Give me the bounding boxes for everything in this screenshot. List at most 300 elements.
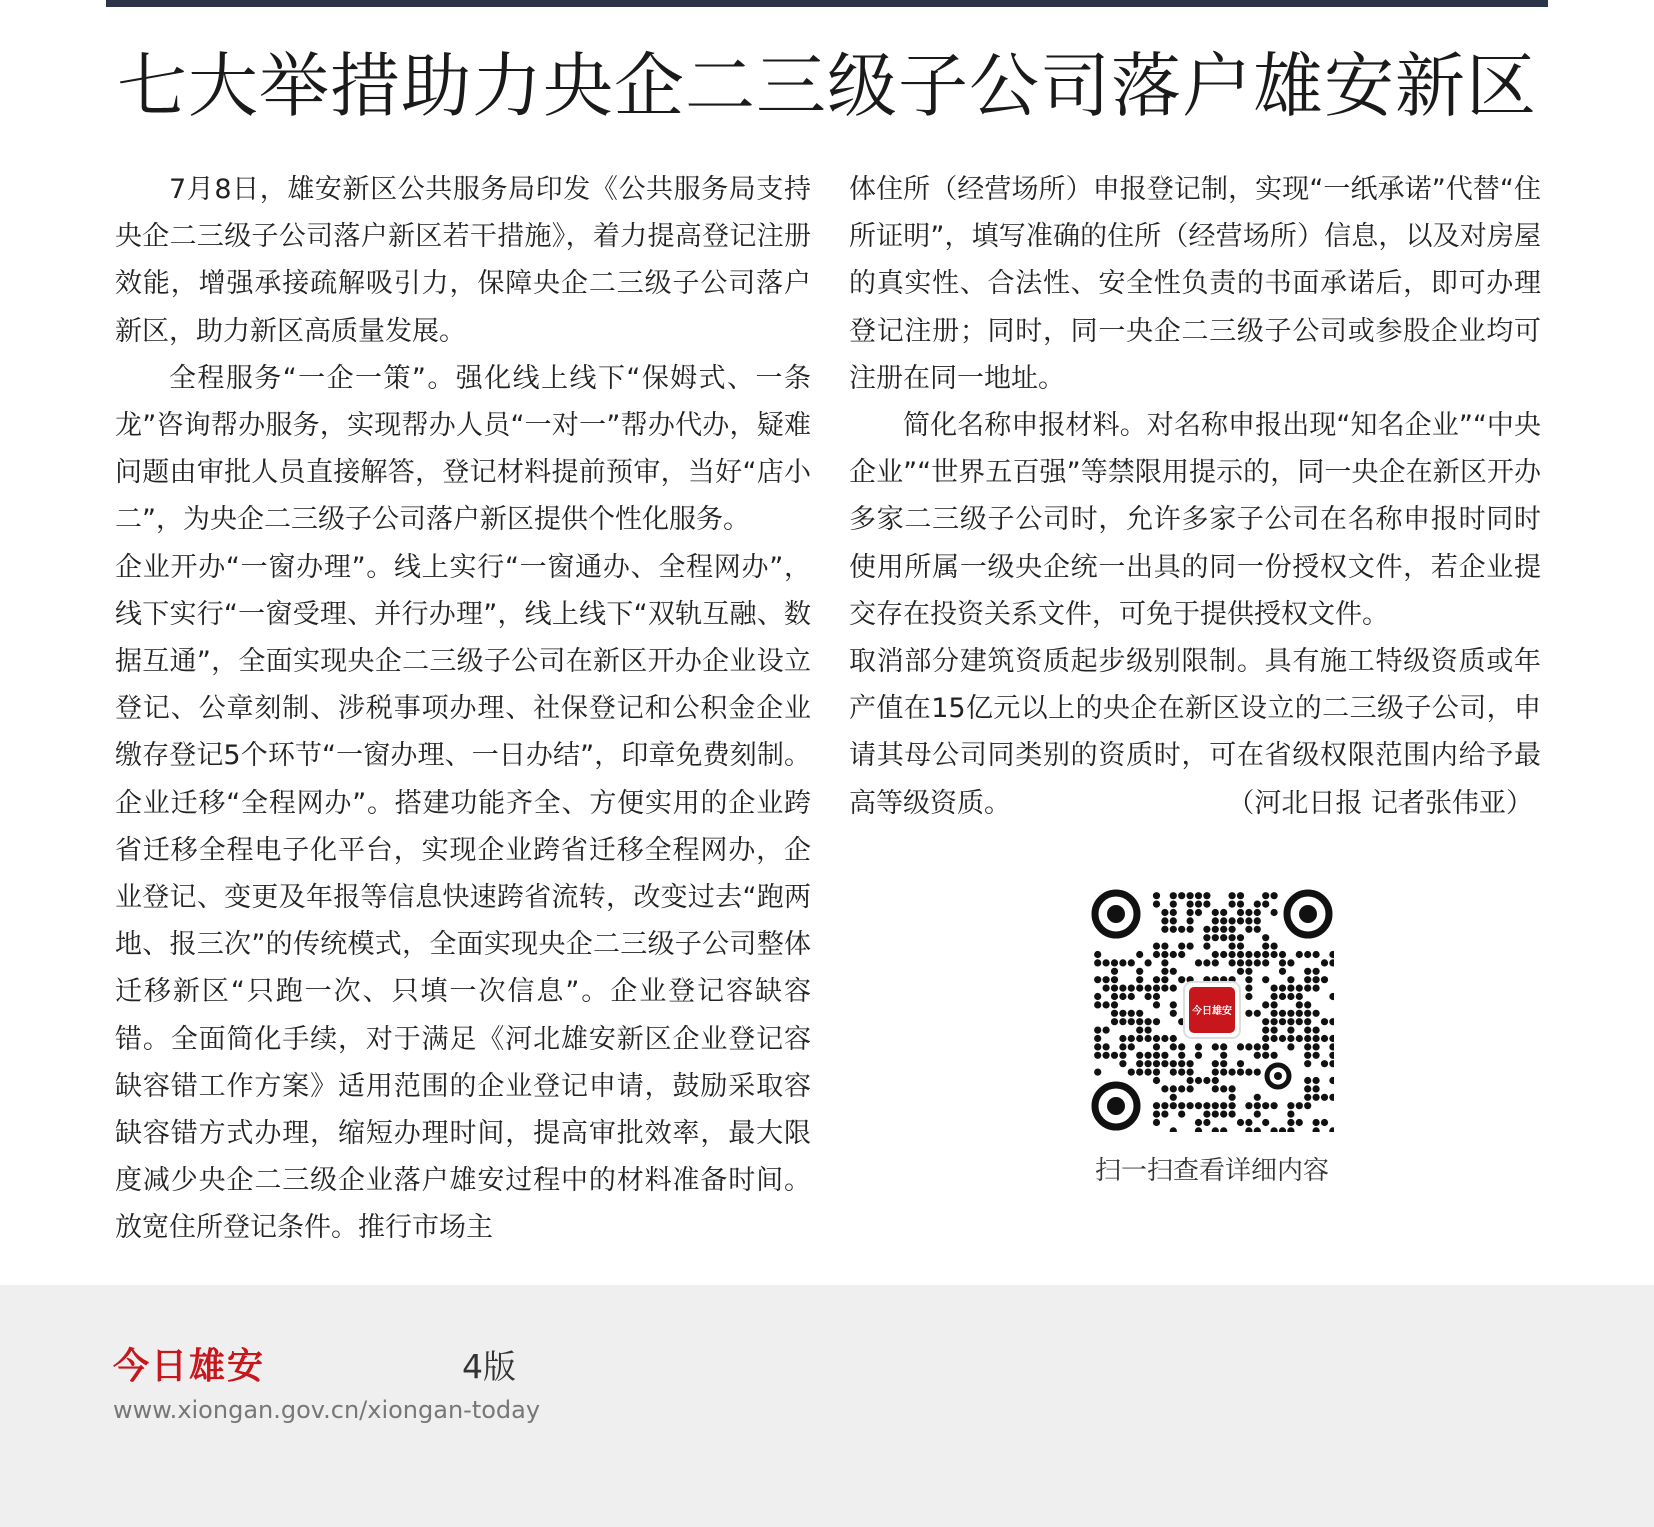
qr-module bbox=[1178, 1052, 1185, 1059]
qr-module bbox=[1262, 934, 1269, 941]
footer-logo[interactable]: 今日雄安 bbox=[113, 1345, 266, 1387]
qr-module bbox=[1245, 976, 1252, 983]
qr-module bbox=[1119, 1035, 1126, 1042]
qr-module bbox=[1245, 1043, 1252, 1050]
qr-module bbox=[1229, 917, 1236, 924]
qr-module bbox=[1229, 1094, 1236, 1101]
qr-module bbox=[1262, 1043, 1269, 1050]
qr-center-logo-text: 今日雄安 bbox=[1192, 1006, 1232, 1017]
qr-module bbox=[1203, 901, 1210, 908]
qr-module bbox=[1237, 934, 1244, 941]
qr-module bbox=[1128, 1035, 1135, 1042]
qr-module bbox=[1178, 943, 1185, 950]
qr-module bbox=[1153, 1077, 1160, 1084]
qr-module bbox=[1279, 951, 1286, 958]
qr-module bbox=[1287, 1043, 1294, 1050]
qr-module bbox=[1220, 1102, 1227, 1109]
qr-module bbox=[1153, 1060, 1160, 1067]
qr-module bbox=[1170, 909, 1177, 916]
qr-module bbox=[1321, 1060, 1328, 1067]
qr-module bbox=[1262, 1102, 1269, 1109]
qr-module bbox=[1153, 1043, 1160, 1050]
qr-module bbox=[1119, 1018, 1126, 1025]
qr-module bbox=[1094, 1001, 1101, 1008]
qr-module bbox=[1279, 1035, 1286, 1042]
qr-module bbox=[1254, 1094, 1261, 1101]
qr-module bbox=[1153, 943, 1160, 950]
qr-module bbox=[1262, 943, 1269, 950]
qr-module bbox=[1161, 1052, 1168, 1059]
footer bbox=[0, 1285, 1654, 1527]
qr-module bbox=[1212, 1069, 1219, 1076]
qr-module bbox=[1287, 1035, 1294, 1042]
qr-module bbox=[1279, 1010, 1286, 1017]
qr-module bbox=[1161, 951, 1168, 958]
qr-module bbox=[1212, 917, 1219, 924]
top-rule bbox=[106, 0, 1548, 7]
qr-module bbox=[1262, 1119, 1269, 1126]
qr-module bbox=[1313, 976, 1320, 983]
qr-module bbox=[1229, 1069, 1236, 1076]
qr-module bbox=[1271, 951, 1278, 958]
qr-module bbox=[1103, 985, 1110, 992]
qr-module bbox=[1245, 1119, 1252, 1126]
qr-module bbox=[1195, 1052, 1202, 1059]
qr-module bbox=[1153, 1102, 1160, 1109]
qr-module bbox=[1153, 993, 1160, 1000]
qr-module bbox=[1212, 1077, 1219, 1084]
qr-module bbox=[1262, 1001, 1269, 1008]
qr-module bbox=[1161, 1085, 1168, 1092]
qr-module bbox=[1111, 1018, 1118, 1025]
qr-module bbox=[1103, 1001, 1110, 1008]
qr-module bbox=[1187, 926, 1194, 933]
qr-module bbox=[1111, 968, 1118, 975]
qr-module bbox=[1111, 993, 1118, 1000]
qr-module bbox=[1304, 1027, 1311, 1034]
qr-module bbox=[1220, 1069, 1227, 1076]
qr-module bbox=[1245, 909, 1252, 916]
qr-module bbox=[1245, 1069, 1252, 1076]
qr-module bbox=[1153, 1052, 1160, 1059]
article-paragraph bbox=[849, 638, 1541, 827]
qr-module bbox=[1103, 959, 1110, 966]
qr-module bbox=[1153, 1018, 1160, 1025]
qr-module bbox=[1161, 1102, 1168, 1109]
qr-module bbox=[1153, 976, 1160, 983]
qr-module bbox=[1170, 1085, 1177, 1092]
qr-module bbox=[1119, 985, 1126, 992]
qr-module bbox=[1187, 943, 1194, 950]
qr-module bbox=[1170, 892, 1177, 899]
qr-module bbox=[1170, 1060, 1177, 1067]
qr-module bbox=[1313, 1027, 1320, 1034]
qr-module bbox=[1187, 892, 1194, 899]
qr-module bbox=[1262, 892, 1269, 899]
qr-module bbox=[1212, 926, 1219, 933]
qr-module bbox=[1229, 1102, 1236, 1109]
qr-module bbox=[1313, 968, 1320, 975]
qr-module bbox=[1145, 993, 1152, 1000]
qr-module bbox=[1237, 917, 1244, 924]
qr-module bbox=[1161, 976, 1168, 983]
qr-module bbox=[1136, 985, 1143, 992]
qr-module bbox=[1170, 1001, 1177, 1008]
qr-module bbox=[1304, 1001, 1311, 1008]
qr-module bbox=[1128, 959, 1135, 966]
qr-module bbox=[1111, 976, 1118, 983]
qr-module bbox=[1296, 993, 1303, 1000]
article-paragraph: 简化名称申报材料。对名称申报出现“知名企业”“中央企业”“世界五百强”等禁限用提示的，同一央企在新区开办多家二三级子公司时，允许多家子公司在名称申报时同时使用所属一级央企统一出具的同一份授权文件，若企业提交存在投资关系文件，可免于提供授权文件。 bbox=[849, 410, 1541, 630]
qr-module bbox=[1313, 1085, 1320, 1092]
qr-module bbox=[1170, 1043, 1177, 1050]
qr-module bbox=[1170, 1102, 1177, 1109]
qr-module bbox=[1136, 1027, 1143, 1034]
qr-module bbox=[1245, 985, 1252, 992]
article-paragraph-text: 取消部分建筑资质起步级别限制。具有施工特级资质或年产值在15亿元以上的央企在新区设立的二三级子公司，申请其母公司同类别的资质时，可在省级权限范围内给予最高等级资质。 bbox=[849, 646, 1541, 819]
qr-module bbox=[1271, 993, 1278, 1000]
qr-module bbox=[1128, 1069, 1135, 1076]
qr-module bbox=[1254, 1010, 1261, 1017]
qr-module bbox=[1161, 917, 1168, 924]
qr-module bbox=[1187, 1077, 1194, 1084]
qr-module bbox=[1119, 1043, 1126, 1050]
qr-module bbox=[1304, 976, 1311, 983]
qr-module bbox=[1254, 917, 1261, 924]
qr-module bbox=[1287, 959, 1294, 966]
qr-module bbox=[1161, 943, 1168, 950]
qr-module bbox=[1161, 1060, 1168, 1067]
qr-module bbox=[1279, 1018, 1286, 1025]
qr-module bbox=[1153, 1069, 1160, 1076]
qr-module bbox=[1262, 951, 1269, 958]
qr-module bbox=[1229, 892, 1236, 899]
qr-module bbox=[1271, 1052, 1278, 1059]
qr-module bbox=[1119, 993, 1126, 1000]
qr-module bbox=[1313, 951, 1320, 958]
qr-module bbox=[1203, 943, 1210, 950]
qr-module bbox=[1161, 959, 1168, 966]
qr-module bbox=[1254, 1111, 1261, 1118]
qr-module bbox=[1203, 892, 1210, 899]
qr-module bbox=[1254, 959, 1261, 966]
qr-module bbox=[1220, 1043, 1227, 1050]
qr-module bbox=[1153, 892, 1160, 899]
qr-module bbox=[1254, 926, 1261, 933]
footer-page-label: 4版 bbox=[462, 1347, 516, 1386]
qr-module bbox=[1237, 943, 1244, 950]
qr-module bbox=[1136, 1035, 1143, 1042]
qr-module bbox=[1170, 1069, 1177, 1076]
qr-module bbox=[1111, 985, 1118, 992]
qr-module bbox=[1220, 1111, 1227, 1118]
qr-module bbox=[1304, 1052, 1311, 1059]
qr-module bbox=[1153, 901, 1160, 908]
qr-module bbox=[1094, 959, 1101, 966]
qr-module bbox=[1254, 1052, 1261, 1059]
qr-module bbox=[1287, 993, 1294, 1000]
qr-module bbox=[1287, 1102, 1294, 1109]
qr-module bbox=[1296, 951, 1303, 958]
qr-module bbox=[1237, 1069, 1244, 1076]
qr-module bbox=[1161, 1035, 1168, 1042]
qr-module bbox=[1094, 993, 1101, 1000]
qr-module bbox=[1178, 1060, 1185, 1067]
qr-module bbox=[1287, 1010, 1294, 1017]
qr-module bbox=[1321, 976, 1328, 983]
qr-module bbox=[1254, 951, 1261, 958]
qr-module bbox=[1237, 951, 1244, 958]
qr-module bbox=[1254, 1043, 1261, 1050]
qr-module bbox=[1229, 1085, 1236, 1092]
qr-module bbox=[1136, 1052, 1143, 1059]
qr-module bbox=[1237, 1119, 1244, 1126]
qr-module bbox=[1170, 951, 1177, 958]
qr-module bbox=[1296, 1001, 1303, 1008]
qr-module bbox=[1245, 926, 1252, 933]
qr-module bbox=[1136, 976, 1143, 983]
qr-module bbox=[1203, 1077, 1210, 1084]
article-paragraph: 全程服务“一企一策”。强化线上线下“保姆式、一条龙”咨询帮办服务，实现帮办人员“一对一”帮办代办，疑难问题由审批人员直接解答，登记材料提前预审，当好“店小二”，为央企二三级子公司落户新区提供个性化服务。 bbox=[115, 362, 811, 536]
qr-module bbox=[1203, 959, 1210, 966]
qr-module bbox=[1136, 968, 1143, 975]
qr-module bbox=[1170, 917, 1177, 924]
qr-module bbox=[1220, 917, 1227, 924]
qr-module bbox=[1094, 976, 1101, 983]
qr-module bbox=[1161, 926, 1168, 933]
qr-module bbox=[1187, 917, 1194, 924]
qr-module bbox=[1136, 1018, 1143, 1025]
qr-module bbox=[1103, 1052, 1110, 1059]
qr-module bbox=[1321, 1035, 1328, 1042]
article-paragraph: 企业开办“一窗办理”。线上实行“一窗通办、全程网办”，线下实行“一窗受理、并行办理”，线上线下“双轨互融、数据互通”，全面实现央企二三级子公司在新区开办企业设立登记、公章刻制、涉税事项办理、社保登记和公积金企业缴存登记5个环节“一窗办理、一日办结”，印章免费刻制。企业迁移“全程网办”。搭建功能齐全、方便实用的企业跨省迁移全程电子化平台，实现企业跨省迁移全程网办，企业登记、变更及年报等信息快速跨省流转，改变过去“跑两地、报三次”的传统模式，全面实现央企二三级子公司整体迁移新区“只跑一次、只填一次信息”。企业登记容缺容错。全面简化手续，对于满足《河北雄安新区企业登记容缺容错工作方案》适用范围的企业登记申请，鼓励采取容缺容错方式办理，缩短办理时间，提高审批效率，最大限度减少央企二三级企业落户雄安过程中的材料准备时间。放宽住所登记条件。推行市场主 bbox=[115, 551, 811, 1244]
qr-module bbox=[1119, 1060, 1126, 1067]
qr-module bbox=[1212, 1060, 1219, 1067]
qr-module bbox=[1271, 1018, 1278, 1025]
footer-url-link[interactable]: www.xiongan.gov.cn/xiongan-today bbox=[113, 1396, 541, 1424]
qr-module bbox=[1313, 1035, 1320, 1042]
qr-module bbox=[1119, 1052, 1126, 1059]
qr-module bbox=[1128, 1018, 1135, 1025]
qr-module bbox=[1178, 1069, 1185, 1076]
qr-module bbox=[1111, 1010, 1118, 1017]
qr-module bbox=[1170, 1094, 1177, 1101]
qr-module bbox=[1245, 1102, 1252, 1109]
qr-module bbox=[1145, 1027, 1152, 1034]
article-left-column bbox=[115, 166, 811, 1252]
qr-module bbox=[1145, 1035, 1152, 1042]
qr-module bbox=[1153, 1111, 1160, 1118]
qr-module bbox=[1212, 1111, 1219, 1118]
qr-module bbox=[1212, 909, 1219, 916]
qr-module bbox=[1111, 1052, 1118, 1059]
qr-module bbox=[1254, 909, 1261, 916]
qr-module bbox=[1128, 985, 1135, 992]
qr-module bbox=[1203, 1119, 1210, 1126]
qr-module bbox=[1220, 951, 1227, 958]
qr-caption: 扫一扫查看详细内容 bbox=[1094, 1156, 1329, 1186]
qr-module bbox=[1145, 1052, 1152, 1059]
qr-module bbox=[1254, 1069, 1261, 1076]
qr-module bbox=[1271, 909, 1278, 916]
qr-module bbox=[1237, 901, 1244, 908]
qr-module bbox=[1220, 909, 1227, 916]
qr-module bbox=[1287, 985, 1294, 992]
qr-module bbox=[1195, 909, 1202, 916]
qr-module bbox=[1128, 993, 1135, 1000]
qr-module bbox=[1296, 1010, 1303, 1017]
qr-module bbox=[1136, 1069, 1143, 1076]
qr-module bbox=[1279, 985, 1286, 992]
qr-module bbox=[1279, 959, 1286, 966]
qr-module bbox=[1094, 1069, 1101, 1076]
qr-module bbox=[1296, 985, 1303, 992]
qr-module bbox=[1245, 959, 1252, 966]
qr-module bbox=[1119, 959, 1126, 966]
qr-module bbox=[1321, 1119, 1328, 1126]
qr-module bbox=[1262, 1052, 1269, 1059]
qr-module bbox=[1187, 1085, 1194, 1092]
qr-module bbox=[1153, 1035, 1160, 1042]
qr-module bbox=[1271, 985, 1278, 992]
qr-module bbox=[1145, 959, 1152, 966]
qr-module bbox=[1321, 1094, 1328, 1101]
qr-module bbox=[1287, 1027, 1294, 1034]
qr-module bbox=[1094, 1035, 1101, 1042]
article-paragraph: 7月8日，雄安新区公共服务局印发《公共服务局支持央企二三级子公司落户新区若干措施》，着力提高登记注册效能，增强承接疏解吸引力，保障央企二三级子公司落户新区，助力新区高质量发展。 bbox=[115, 174, 811, 347]
qr-module bbox=[1187, 909, 1194, 916]
qr-module bbox=[1229, 926, 1236, 933]
qr-module bbox=[1203, 1111, 1210, 1118]
qr-module bbox=[1161, 985, 1168, 992]
qr-module bbox=[1170, 968, 1177, 975]
qr-module bbox=[1313, 1094, 1320, 1101]
qr-module bbox=[1271, 1102, 1278, 1109]
qr-module bbox=[1170, 926, 1177, 933]
qr-module bbox=[1229, 1111, 1236, 1118]
qr-module bbox=[1229, 959, 1236, 966]
qr-module bbox=[1153, 985, 1160, 992]
qr-module bbox=[1304, 951, 1311, 958]
qr-module bbox=[1313, 1010, 1320, 1017]
qr-module bbox=[1145, 1069, 1152, 1076]
qr-module bbox=[1128, 1043, 1135, 1050]
qr-module bbox=[1178, 1102, 1185, 1109]
qr-module bbox=[1212, 951, 1219, 958]
qr-module bbox=[1161, 909, 1168, 916]
qr-module bbox=[1313, 1077, 1320, 1084]
qr-module bbox=[1195, 1119, 1202, 1126]
qr-module bbox=[1178, 892, 1185, 899]
qr-module bbox=[1245, 917, 1252, 924]
qr-module bbox=[1287, 1111, 1294, 1118]
qr-module bbox=[1178, 926, 1185, 933]
qr-module bbox=[1094, 1027, 1101, 1034]
qr-module bbox=[1321, 1018, 1328, 1025]
qr-module bbox=[1195, 1043, 1202, 1050]
qr-module bbox=[1195, 901, 1202, 908]
qr-module bbox=[1245, 1010, 1252, 1017]
article-paragraph: 体住所（经营场所）申报登记制，实现“一纸承诺”代替“住所证明”，填写准确的住所（经营场所）信息，以及对房屋的真实性、合法性、安全性负责的书面承诺后，即可办理登记注册；同时，同一央企二三级子公司或参股企业均可注册在同一地址。 bbox=[849, 174, 1541, 394]
qr-module bbox=[1279, 968, 1286, 975]
qr-module bbox=[1271, 892, 1278, 899]
qr-module bbox=[1237, 909, 1244, 916]
qr-module bbox=[1220, 1085, 1227, 1092]
qr-module bbox=[1153, 1119, 1160, 1126]
qr-module bbox=[1304, 1010, 1311, 1017]
qr-module bbox=[1094, 1052, 1101, 1059]
qr-module bbox=[1229, 934, 1236, 941]
qr-module bbox=[1313, 1043, 1320, 1050]
qr-module bbox=[1271, 1010, 1278, 1017]
qr-module bbox=[1161, 1111, 1168, 1118]
qr-module bbox=[1304, 1035, 1311, 1042]
article-right-column bbox=[849, 166, 1541, 827]
qr-module bbox=[1237, 968, 1244, 975]
qr-module bbox=[1153, 1001, 1160, 1008]
qr-module bbox=[1271, 943, 1278, 950]
qr-module bbox=[1195, 892, 1202, 899]
qr-module bbox=[1313, 1052, 1320, 1059]
qr-module bbox=[1220, 926, 1227, 933]
qr-module bbox=[1229, 951, 1236, 958]
qr-module bbox=[1271, 1001, 1278, 1008]
qr-module bbox=[1304, 1018, 1311, 1025]
qr-module bbox=[1296, 1018, 1303, 1025]
qr-module bbox=[1170, 985, 1177, 992]
qr-module bbox=[1212, 1102, 1219, 1109]
qr-module bbox=[1313, 1119, 1320, 1126]
qr-module bbox=[1304, 1085, 1311, 1092]
qr-module bbox=[1195, 1077, 1202, 1084]
qr-block bbox=[1042, 888, 1382, 1188]
qr-module bbox=[1304, 1077, 1311, 1084]
qr-module bbox=[1178, 951, 1185, 958]
qr-module bbox=[1103, 1043, 1110, 1050]
qr-module bbox=[1178, 1043, 1185, 1050]
qr-module bbox=[1203, 926, 1210, 933]
qr-module bbox=[1254, 1102, 1261, 1109]
qr-module bbox=[1178, 1111, 1185, 1118]
qr-module bbox=[1304, 1060, 1311, 1067]
qr-module bbox=[1254, 901, 1261, 908]
qr-module bbox=[1262, 901, 1269, 908]
article-byline: （河北日报 记者张伟亚） bbox=[1227, 787, 1533, 819]
qr-module bbox=[1212, 1043, 1219, 1050]
qr-module bbox=[1145, 1018, 1152, 1025]
qr-module bbox=[1136, 1010, 1143, 1017]
qr-module bbox=[1229, 943, 1236, 950]
qr-module bbox=[1145, 985, 1152, 992]
qr-module bbox=[1094, 951, 1101, 958]
qr-module bbox=[1178, 1085, 1185, 1092]
qr-module bbox=[1229, 901, 1236, 908]
qr-module bbox=[1296, 1102, 1303, 1109]
qr-module bbox=[1287, 976, 1294, 983]
qr-module bbox=[1304, 1102, 1311, 1109]
qr-module bbox=[1195, 1102, 1202, 1109]
qr-code-icon[interactable] bbox=[1090, 888, 1334, 1132]
qr-module bbox=[1212, 1085, 1219, 1092]
qr-module bbox=[1103, 1027, 1110, 1034]
qr-module bbox=[1296, 1035, 1303, 1042]
qr-module bbox=[1220, 1052, 1227, 1059]
qr-module bbox=[1203, 1102, 1210, 1109]
qr-module bbox=[1170, 901, 1177, 908]
qr-module bbox=[1136, 951, 1143, 958]
qr-module bbox=[1178, 976, 1185, 983]
qr-module bbox=[1111, 1001, 1118, 1008]
